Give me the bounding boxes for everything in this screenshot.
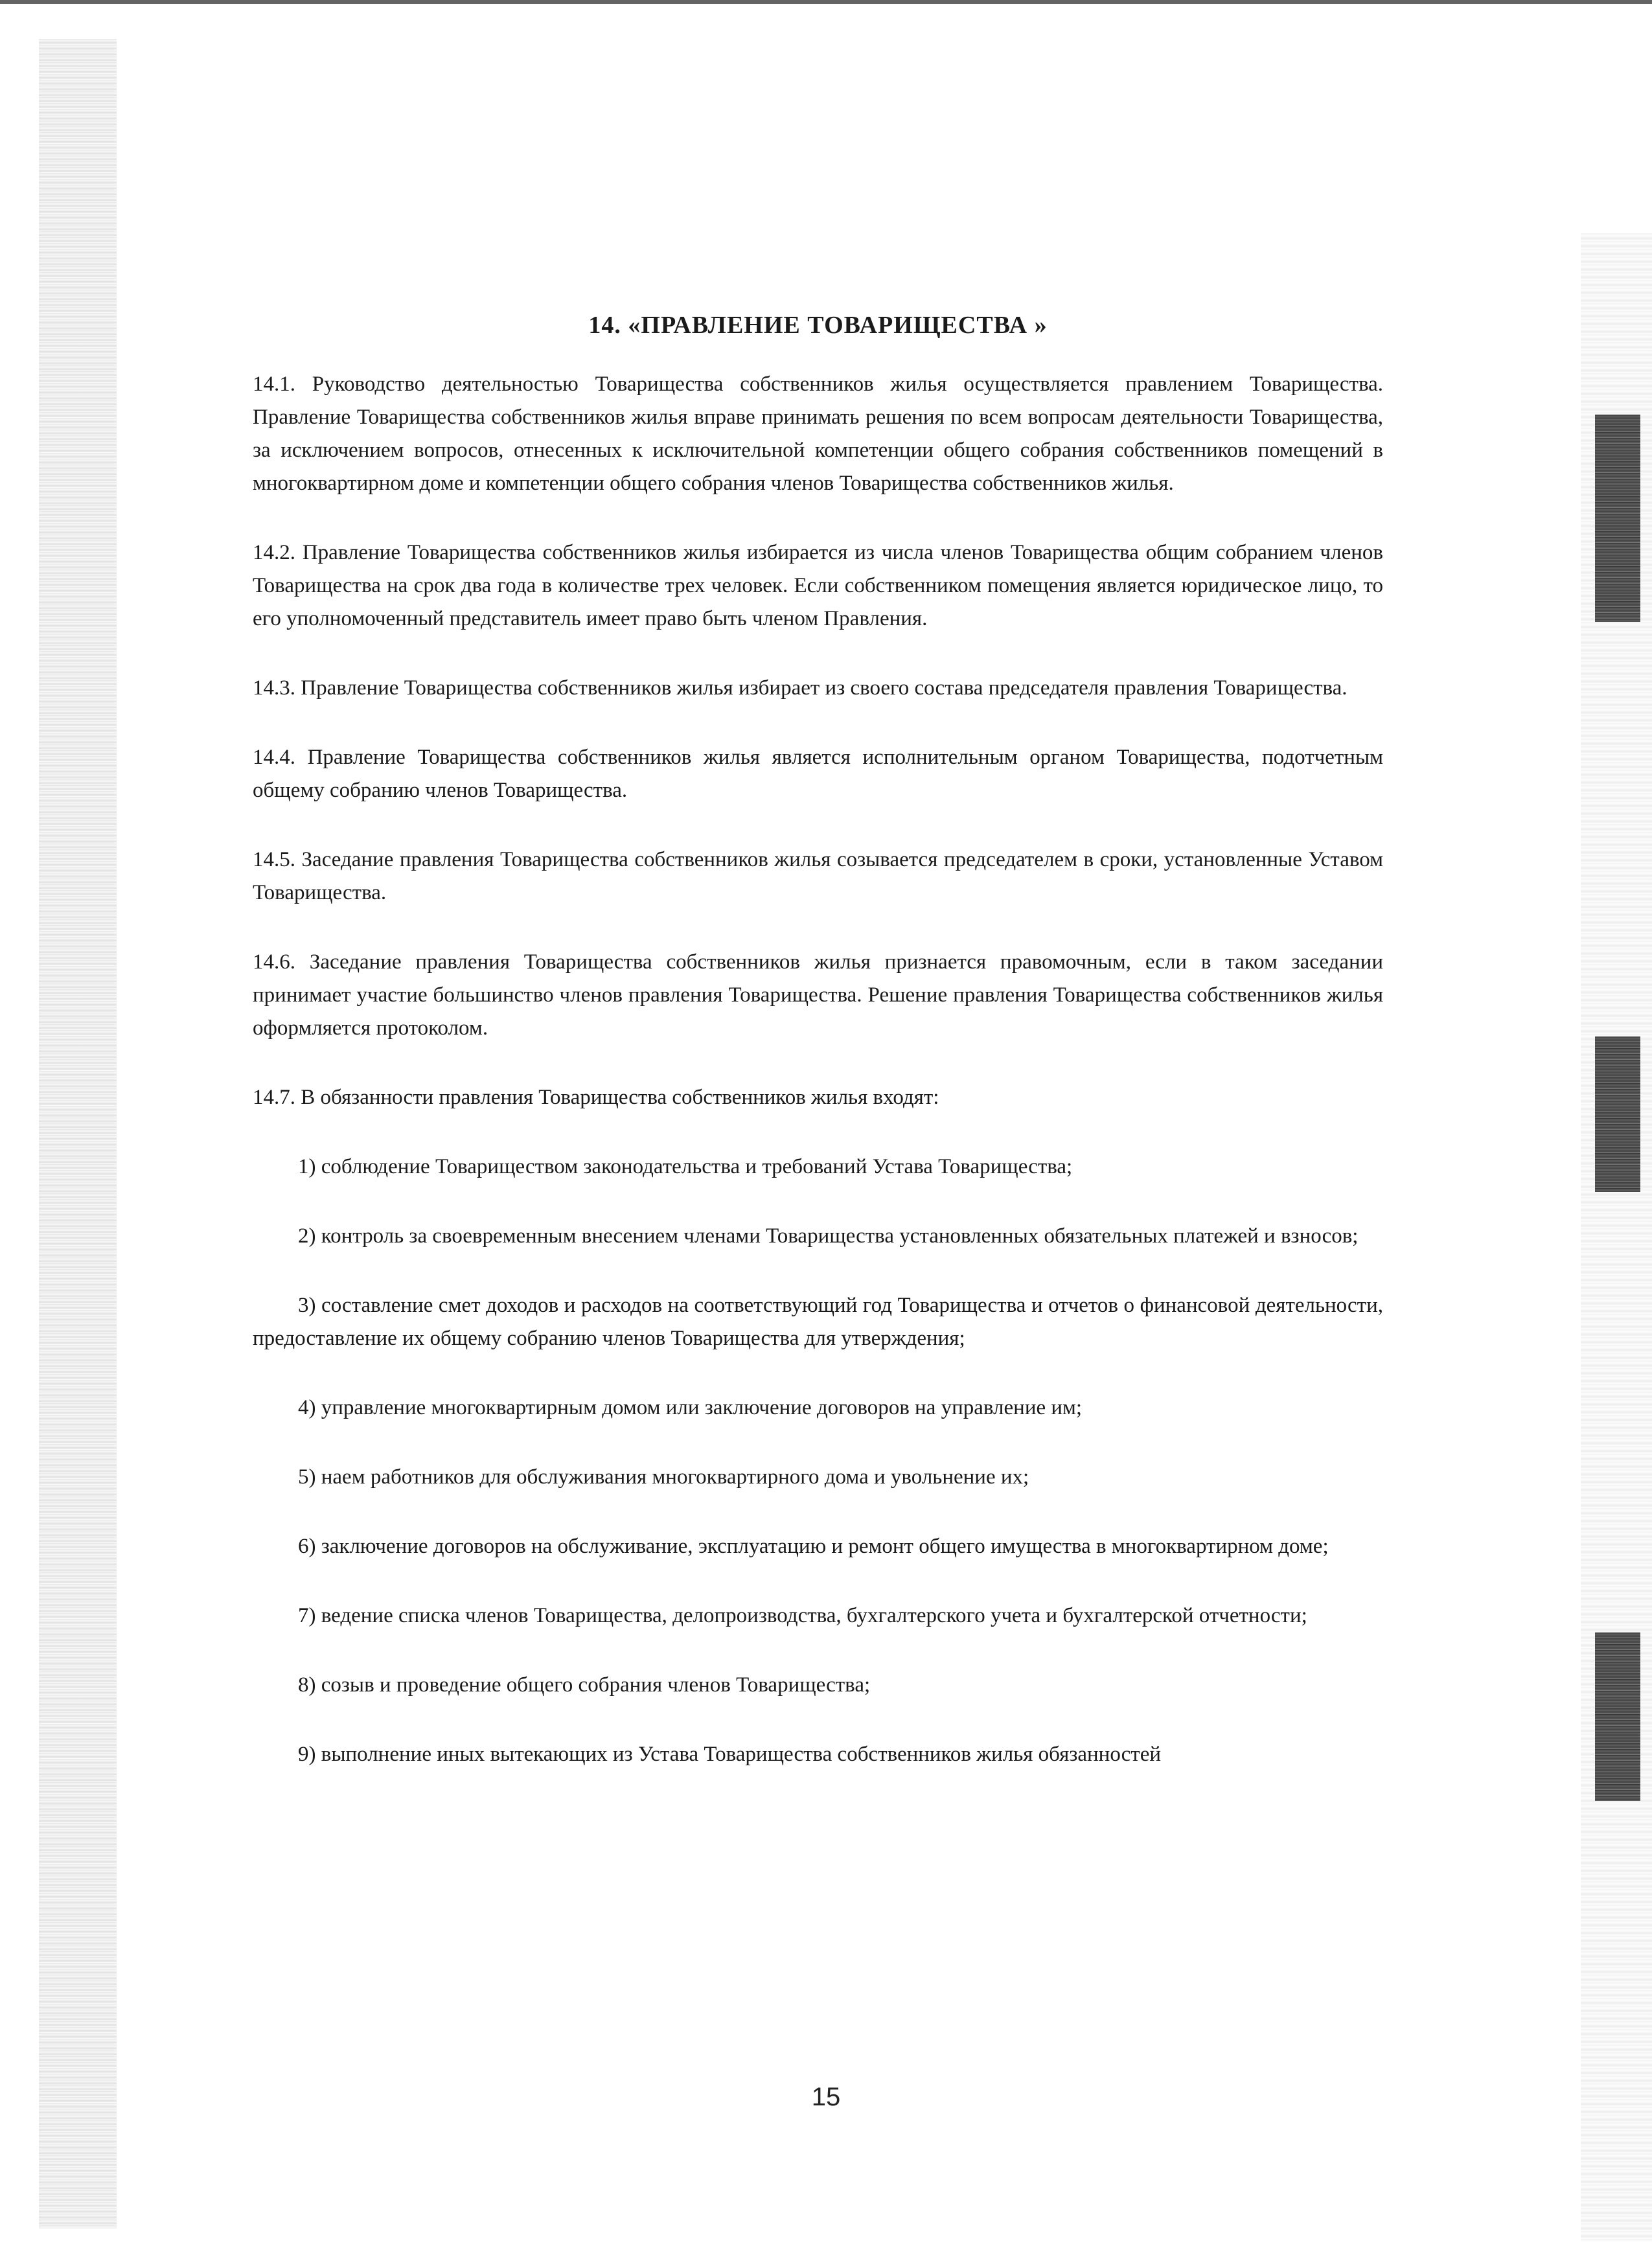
duty-item: 6) заключение договоров на обслуживание, эксплуатацию и ремонт общего имущества в многоквартирном доме; (298, 1535, 1329, 1558)
duty-item: 8) созыв и проведение общего собрания членов Товарищества; (298, 1673, 871, 1697)
page-number: 15 (811, 2083, 841, 2111)
scan-artifact-block (1595, 1632, 1640, 1801)
scan-artifact-block (1595, 1037, 1640, 1192)
duty-item: 7) ведение списка членов Товарищества, делопроизводства, бухгалтерского учета и бухгалтерской отчетности; (298, 1604, 1307, 1627)
paragraph-14-7: 14.7. В обязанности правления Товарищества собственников жилья входят: (253, 1086, 939, 1109)
scan-artifact-block (1595, 415, 1640, 622)
paragraph-14-4: 14.4. Правление Товарищества собственников жилья является исполнительным органом Товарищества, подотчетным общему собранию членов Товарищества. (253, 746, 1383, 802)
duty-item: 1) соблюдение Товариществом законодательства и требований Устава Товарищества; (298, 1155, 1073, 1178)
scan-artifact-left-edge (39, 39, 117, 2228)
section-heading: 14. «ПРАВЛЕНИЕ ТОВАРИЩЕСТВА » (588, 312, 1048, 339)
duty-item: 2) контроль за своевременным внесением членами Товарищества установленных обязательных платежей и взносов; (298, 1224, 1359, 1248)
scan-artifact-top (0, 0, 1652, 4)
paragraph-14-2: 14.2. Правление Товарищества собственников жилья избирается из числа членов Товарищества общим собранием членов Товарищества на срок два года в количестве трех человек. Если собственником помещения является юридическое лицо, то его уполномоченный представитель имеет право быть членом Правления. (253, 541, 1383, 630)
duty-item: 3) составление смет доходов и расходов на соответствующий год Товарищества и отчетов о финансовой деятельности, предоставление их общему собранию членов Товарищества для утверждения; (253, 1294, 1383, 1350)
paragraph-14-3: 14.3. Правление Товарищества собственников жилья избирает из своего состава председателя правления Товарищества. (253, 676, 1348, 700)
paragraph-14-1: 14.1. Руководство деятельностью Товарищества собственников жилья осуществляется правлением Товарищества. Правление Товарищества собственников жилья вправе принимать решения по всем вопросам деятельности Товарищества, за исключением вопросов, отнесенных к исключительной компетенции общего собрания собственников помещений в многоквартирном доме и компетенции общего собрания членов Товарищества собственников жилья. (253, 372, 1383, 495)
paragraph-14-6: 14.6. Заседание правления Товарищества собственников жилья признается правомочным, если в таком заседании принимает участие большинство членов правления Товарищества. Решение правления Товарищества собственников жилья оформляется протоколом. (253, 950, 1383, 1040)
duty-item: 4) управление многоквартирным домом или заключение договоров на управление им; (298, 1396, 1083, 1419)
duty-item: 9) выполнение иных вытекающих из Устава Товарищества собственников жилья обязанностей (298, 1743, 1162, 1766)
paragraph-14-5: 14.5. Заседание правления Товарищества собственников жилья созывается председателем в сроки, установленные Уставом Товарищества. (253, 848, 1383, 904)
duty-item: 5) наем работников для обслуживания многоквартирного дома и увольнение их; (298, 1465, 1029, 1489)
document-body (253, 311, 1383, 1807)
